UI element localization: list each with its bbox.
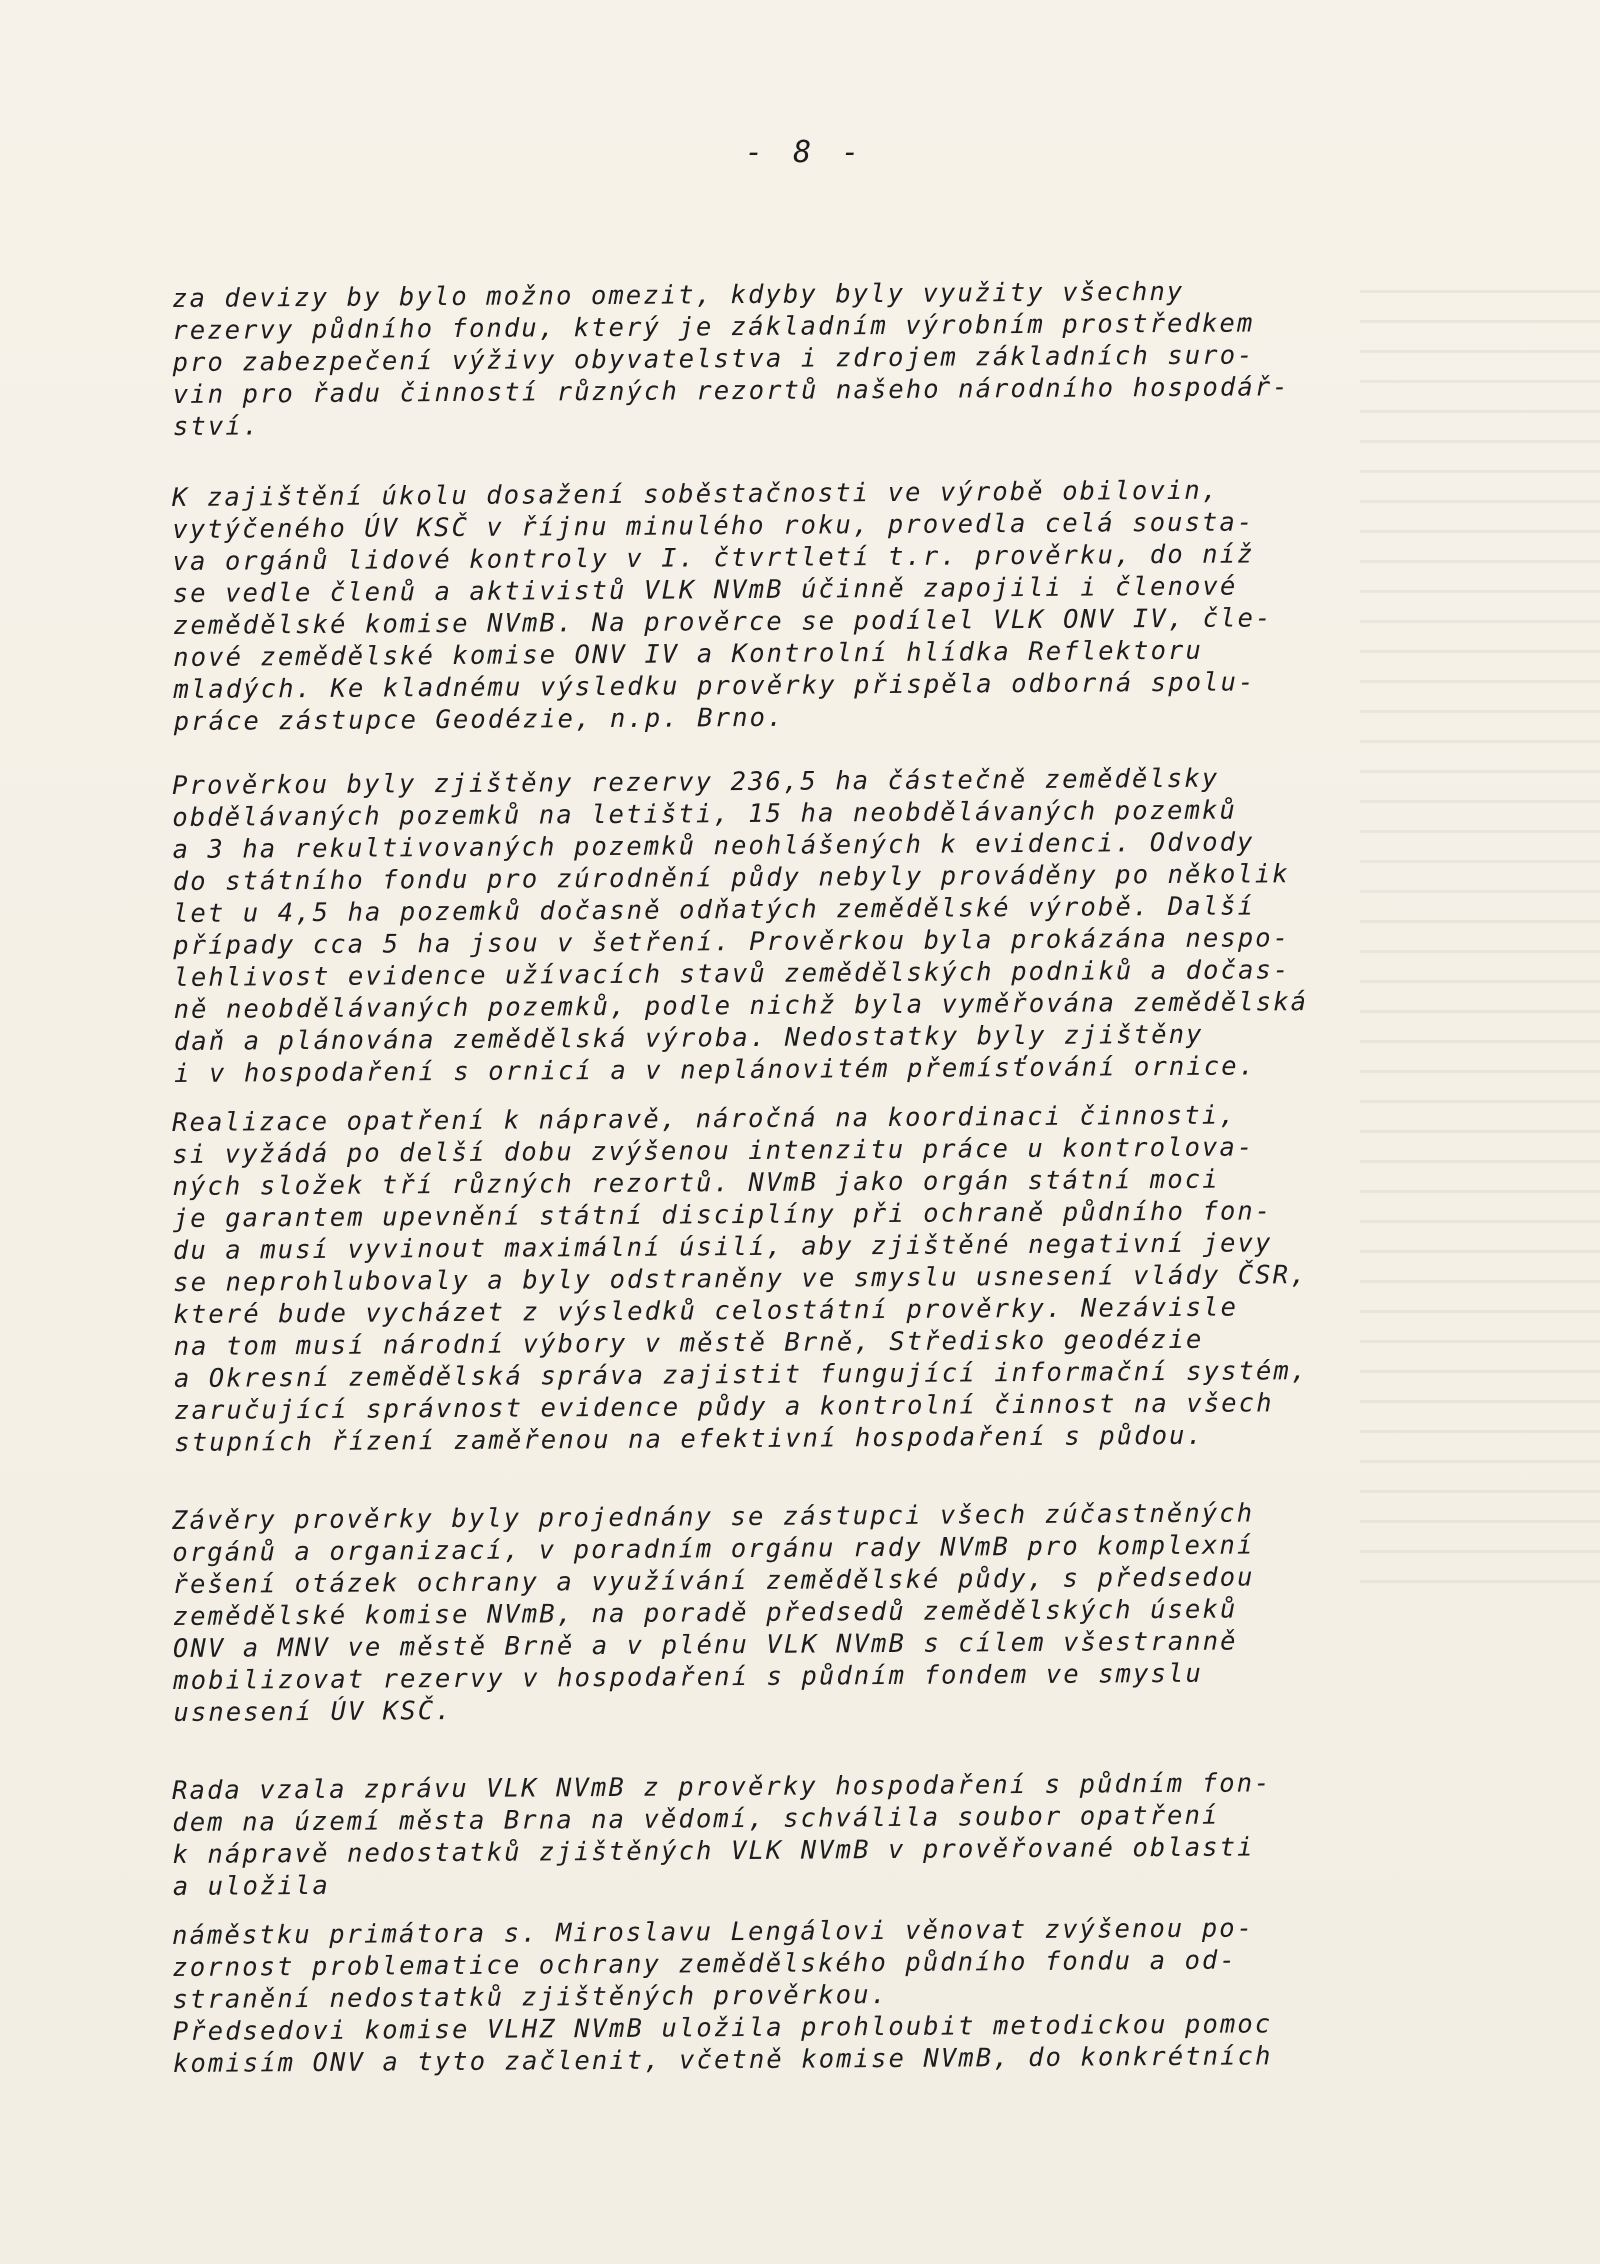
text-line: Realizace opatření k nápravě, náročná na koordinaci činnosti, [172,1100,1237,1138]
text-line: K zajištění úkolu dosažení soběstačnosti ve výrobě obilovin, [172,475,1220,513]
text-line: ně neobdělávaných pozemků, podle nichž byla vyměřována zemědělská [173,987,1309,1025]
text-line: daň a plánována zemědělská výroba. Nedostatky byly zjištěny [173,1019,1204,1057]
text-line: si vyžádá po delší dobu zvýšenou intenzitu práce u kontrolova- [172,1132,1255,1170]
text-line: stupních řízení zaměřenou na efektivní hospodaření s půdou. [174,1420,1205,1458]
text-line: Předsedovi komise VLHZ NVmB uložila prohloubit metodickou pomoc [172,2009,1273,2047]
text-line: mobilizovat rezervy v hospodaření s půdním fondem ve smyslu [173,1658,1203,1696]
text-line: pro zabezpečení výživy obyvatelstva i zdrojem základních suro- [172,340,1255,378]
text-line: které bude vycházet z výsledků celostátní prověrky. Nezávisle [173,1292,1239,1330]
text-line: let u 4,5 ha pozemků dočasně odňatých zemědělské výrobě. Další [172,891,1256,929]
text-line: a 3 ha rekultivovaných pozemků neohlášených k evidenci. Odvody [172,827,1255,865]
text-line: Závěry prověrky byly projednány se zástupci všech zúčastněných [172,1498,1255,1536]
text-line: stranění nedostatků zjištěných prověrkou. [172,1980,889,2015]
text-line: orgánů a organizací, v poradním orgánu rady NVmB pro komplexní [172,1530,1255,1568]
text-line: případy cca 5 ha jsou v šetření. Prověrkou byla prokázána nespo- [173,923,1291,961]
text-line: zaručující správnost evidence půdy a kontrolní činnost na všech [174,1388,1274,1426]
text-line: a uložila [172,1870,330,1902]
paragraph-findings [172,762,1309,1090]
text-line: du a musí vyvinout maximální úsilí, aby zjištěné negativní jevy [172,1228,1273,1266]
paragraph-assignments [172,1912,1273,2080]
text-line: vytýčeného ÚV KSČ v říjnu minulého roku, provedla celá sousta- [172,507,1255,545]
text-line: se neprohlubovaly a byly odstraněny ve smyslu usnesení vlády ČSR, [173,1260,1308,1298]
text-line: do státního fondu pro zúrodnění půdy nebyly prováděny po několik [172,859,1290,897]
page-number: - 8 - [745,135,866,170]
text-line: je garantem upevnění státní disciplíny při ochraně půdního fon- [172,1196,1273,1234]
text-line: komisím ONV a tyto začlenit, včetně komise NVmB, do konkrétních [172,2041,1273,2079]
text-line: Prověrkou byly zjištěny rezervy 236,5 ha částečně zemědělsky [172,763,1220,801]
text-line: rezervy půdního fondu, který je základním výrobním prostředkem [172,308,1255,346]
text-line: i v hospodaření s ornicí a v neplánovitém přemísťování ornice. [174,1051,1257,1089]
text-line: Rada vzala zprávu VLK NVmB z prověrky hospodaření s půdním fon- [172,1768,1272,1806]
text-line: ONV a MNV ve městě Brně a v plénu VLK NVmB s cílem všestranně [172,1626,1238,1664]
text-line: nové zemědělské komise ONV IV a Kontrolní hlídka Reflektoru [173,635,1203,673]
show-through-text [1360,290,1600,1590]
text-line: k nápravě nedostatků zjištěných VLK NVmB v prověřované oblasti [172,1832,1255,1870]
text-line: za devizy by bylo možno omezit, kdyby byly využity všechny [172,276,1185,314]
text-line: mladých. Ke kladnému výsledku prověrky přispěla odborná spolu- [173,667,1256,705]
text-line: zornost problematice ochrany zemědělského půdního fondu a od- [172,1945,1238,1983]
text-line: zemědělské komise NVmB. Na prověrce se podílel VLK ONV IV, čle- [172,603,1273,641]
text-line: práce zástupce Geodézie, n.p. Brno. [173,702,785,737]
text-line: se vedle členů a aktivistů VLK NVmB účinně zapojili i členové [172,571,1238,609]
text-line: ství. [172,411,261,442]
paragraph-foreign-currency [172,275,1290,443]
text-line: va orgánů lidové kontroly v I. čtvrtletí t.r. prověrku, do níž [172,539,1255,577]
text-line: usnesení ÚV KSČ. [173,1696,453,1728]
text-line: zemědělské komise NVmB, na poradě předsedů zemědělských úseků [172,1594,1238,1632]
text-line: lehlivost evidence užívacích stavů zemědělských podniků a dočas- [173,955,1291,993]
text-line: na tom musí národní výbory v městě Brně, Středisko geodézie [173,1324,1204,1362]
text-line: dem na území města Brna na vědomí, schválila soubor opatření [172,1800,1220,1838]
text-line: vin pro řadu činností různých rezortů našeho národního hospodář- [172,372,1290,410]
text-line: řešení otázek ochrany a využívání zemědělské půdy, s předsedou [172,1562,1255,1600]
paragraph-council-decision [172,1767,1272,1903]
paragraph-conclusions [172,1497,1256,1729]
text-line: náměstku primátora s. Miroslavu Lengálovi věnovat zvýšenou po- [172,1913,1255,1951]
text-line: obdělávaných pozemků na letišti, 15 ha neobdělávaných pozemků [172,795,1238,833]
text-line: a Okresní zemědělská správa zajistit fungující informační systém, [173,1356,1309,1394]
text-line: ných složek tří různých rezortů. NVmB jako orgán státní moci [172,1164,1220,1202]
paragraph-remedial-measures [172,1099,1309,1459]
paragraph-inspection-scope [172,474,1273,738]
